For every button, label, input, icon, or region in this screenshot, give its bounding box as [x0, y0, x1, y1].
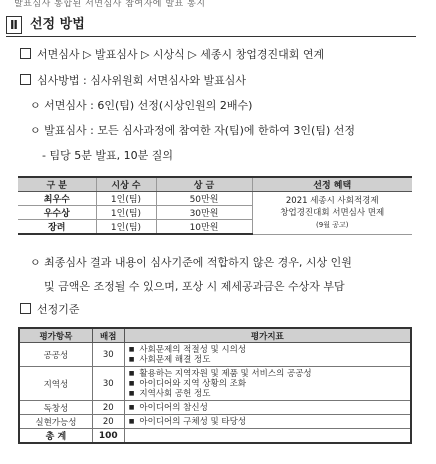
criteria-label: 선정기준: [37, 303, 80, 316]
award-table: [18, 176, 412, 235]
award-grade: 장려: [18, 220, 96, 235]
criteria-total-empty: [124, 429, 411, 444]
criteria-item: 실현가능성: [19, 415, 92, 429]
section-title: 선정 방법: [30, 17, 85, 32]
indicator: ■ 지역사회 공헌 정도: [129, 389, 406, 399]
criteria-table: [18, 327, 412, 444]
checkbox-icon: [20, 48, 31, 59]
criteria-row: [19, 415, 411, 429]
criteria-label-line: [20, 303, 80, 317]
award-grade: 우수상: [18, 206, 96, 220]
written-review-line: ㅇ 서면심사 : 6인(팀) 선정(시상인원의 2배수): [30, 99, 253, 112]
criteria-indicators: [124, 343, 411, 367]
checkbox-icon: [20, 74, 31, 85]
award-row: [18, 192, 412, 206]
indicator: ■ 사회문제의 적절성 및 시의성: [129, 345, 406, 355]
criteria-header-indicator: 평가지표: [124, 328, 411, 343]
criteria-item: 공공성: [19, 343, 92, 367]
criteria-header-item: 평가항목: [19, 328, 92, 343]
criteria-header-score: 배점: [92, 328, 124, 343]
award-prize: 30만원: [156, 206, 252, 220]
indicator: ■ 활용하는 지역자원 및 제품 및 서비스의 공공성: [129, 369, 406, 379]
award-count: 1인(팀): [96, 206, 156, 220]
award-prize: 10만원: [156, 220, 252, 235]
award-count: 1인(팀): [96, 192, 156, 206]
award-header-row: [18, 177, 412, 192]
criteria-indicators: [124, 415, 411, 429]
section-header: [6, 16, 416, 37]
criteria-row: [19, 343, 411, 367]
criteria-score: 20: [92, 401, 124, 415]
criteria-indicators: [124, 367, 411, 401]
flow-line: [20, 48, 324, 62]
award-header-grade: 구 분: [18, 177, 96, 192]
award-prize: 50만원: [156, 192, 252, 206]
criteria-item: 지역성: [19, 367, 92, 401]
final-note-line-2: 및 금액은 조정될 수 있으며, 포상 시 제세공과금은 수상자 부담: [44, 280, 345, 293]
presentation-note: - 팀당 5분 발표, 10분 질의: [42, 149, 173, 162]
award-grade: 최우수: [18, 192, 96, 206]
flow-text: 서면심사 ▷ 발표심사 ▷ 시상식 ▷ 세종시 창업경진대회 연계: [37, 48, 325, 61]
criteria-indicators: [124, 401, 411, 415]
award-header-prize: 상 금: [156, 177, 252, 192]
method-text: 심사방법 : 심사위원회 서면심사와 발표심사: [37, 74, 246, 87]
criteria-total-label: 총 계: [19, 429, 92, 444]
indicator: ■ 아이디어의 참신성: [129, 403, 406, 413]
criteria-score: 20: [92, 415, 124, 429]
cut-off-text: 발표심사 통합된 서면심사 참여자에 발표 통지: [14, 0, 206, 9]
indicator: ■ 아이디어의 구체성 및 타당성: [129, 417, 406, 427]
award-count: 1인(팀): [96, 220, 156, 235]
section-number: Ⅱ: [6, 16, 22, 34]
award-header-benefit: 선정 혜택: [252, 177, 412, 192]
criteria-header-row: [19, 328, 411, 343]
award-header-count: 시상 수: [96, 177, 156, 192]
benefit-note: (9월 공고): [316, 220, 349, 229]
final-note-line-1: ㅇ 최종심사 결과 내용이 심사기준에 적합하지 않은 경우, 시상 인원: [30, 256, 352, 269]
indicator: ■ 사회문제 해결 정도: [129, 355, 406, 365]
criteria-total-score: 100: [92, 429, 124, 444]
indicator: ■ 아이디어와 지역 상황의 조화: [129, 379, 406, 389]
criteria-score: 30: [92, 367, 124, 401]
presentation-review-line: ㅇ 발표심사 : 모든 심사과정에 참여한 자(팀)에 한하여 3인(팀) 선정: [30, 124, 355, 137]
criteria-row: [19, 401, 411, 415]
benefit-line-1: 2021 세종시 사회적경제: [285, 195, 379, 206]
criteria-score: 30: [92, 343, 124, 367]
method-line: [20, 74, 246, 88]
award-benefit: [252, 192, 412, 235]
checkbox-icon: [20, 303, 31, 314]
criteria-total-row: [19, 429, 411, 444]
benefit-line-2: 창업경진대회 서면심사 면제: [280, 207, 385, 218]
criteria-row: [19, 367, 411, 401]
criteria-item: 독창성: [19, 401, 92, 415]
